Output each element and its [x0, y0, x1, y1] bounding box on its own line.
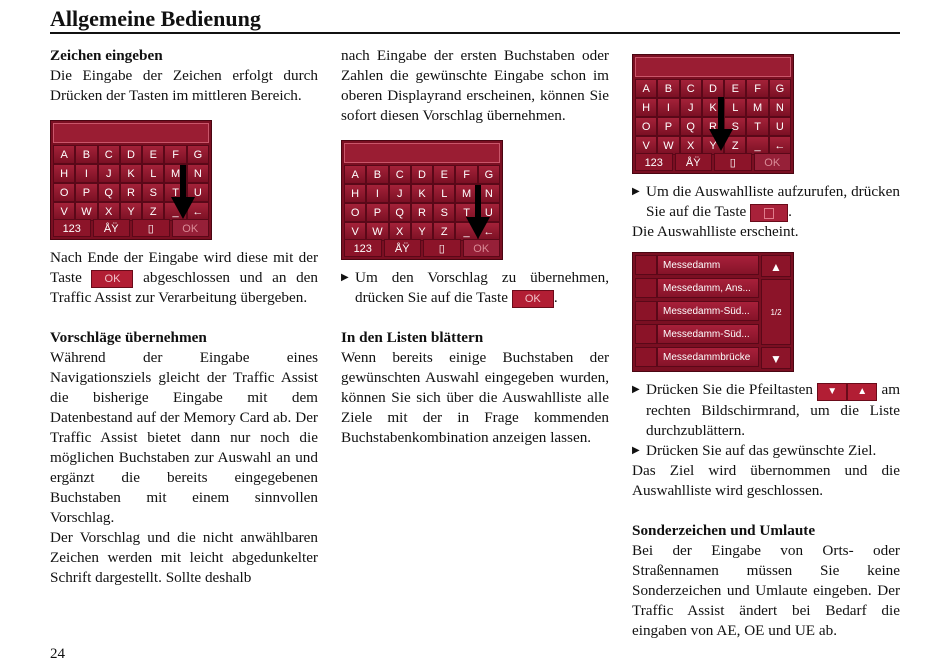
- key-13: N: [769, 98, 791, 117]
- key-19: T: [455, 203, 477, 222]
- input-display: [635, 57, 791, 77]
- key-25: Z: [142, 202, 164, 221]
- umlaut-key: ÅŸ: [384, 239, 422, 257]
- key-12: M: [746, 98, 768, 117]
- list-item-label: Messedamm-Süd...: [657, 301, 759, 321]
- key-10: K: [702, 98, 724, 117]
- key-8: I: [366, 184, 388, 203]
- ok-key: OK: [754, 153, 792, 171]
- key-21: V: [635, 136, 657, 155]
- input-display: [344, 143, 500, 163]
- key-22: W: [366, 222, 388, 241]
- heading-sonderzeichen: Sonderzeichen und Umlaute: [632, 522, 816, 540]
- key-18: S: [142, 183, 164, 202]
- key-14: O: [53, 183, 75, 202]
- key-25: Z: [724, 136, 746, 155]
- ok-key: OK: [463, 239, 501, 257]
- key-6: G: [478, 165, 500, 184]
- key-18: S: [724, 117, 746, 136]
- key-0: A: [344, 165, 366, 184]
- key-15: P: [75, 183, 97, 202]
- function-keys: [53, 219, 209, 237]
- paragraph: Die Eingabe der Zeichen erfolgt durch Drücken der Tasten im mittleren Bereich.: [50, 67, 318, 104]
- arrow-shaft: [718, 97, 724, 133]
- key-23: X: [389, 222, 411, 241]
- key-2: C: [98, 145, 120, 164]
- num-key: 123: [635, 153, 673, 171]
- key-6: G: [187, 145, 209, 164]
- paragraph: nach Eingabe der ersten Buchstaben oder Zahlen die gewünschte Eingabe schon im oberen Displayrand erscheinen, können Sie sofort diesen Vorschlag übernehmen.: [341, 47, 609, 124]
- bullet: ▶ Drücken Sie auf das gewünschte Ziel.: [632, 441, 900, 461]
- keyboard-screenshot-1: [50, 120, 212, 240]
- key-3: D: [120, 145, 142, 164]
- key-7: H: [635, 98, 657, 117]
- key-25: Z: [433, 222, 455, 241]
- key-19: T: [164, 183, 186, 202]
- key-9: J: [389, 184, 411, 203]
- list-key-icon: [750, 204, 788, 222]
- page-number: 24: [50, 646, 65, 662]
- key-21: V: [344, 222, 366, 241]
- page-indicator: 1/2: [761, 279, 791, 345]
- key-20: U: [478, 203, 500, 222]
- bullet: ▶ Drücken Sie die Pfeiltasten ▼ ▲ am rechten Bildschirmrand, um die Liste durchzublättern.: [632, 380, 900, 441]
- row-marker: [635, 255, 657, 275]
- arrow-shaft: [180, 165, 186, 201]
- key-10: K: [411, 184, 433, 203]
- key-9: J: [98, 164, 120, 183]
- row-marker: [635, 347, 657, 367]
- arrow-shaft: [475, 185, 481, 221]
- key-11: L: [142, 164, 164, 183]
- key-4: E: [433, 165, 455, 184]
- key-27: ←: [187, 202, 209, 221]
- heading-vorschlaege: Vorschläge übernehmen: [50, 329, 207, 346]
- column-1: [50, 46, 318, 588]
- key-17: R: [411, 203, 433, 222]
- bullet: ▶ Um den Vorschlag zu übernehmen, drücken Sie auf die Taste OK .: [341, 268, 609, 308]
- key-26: _: [746, 136, 768, 155]
- key-7: H: [53, 164, 75, 183]
- key-23: X: [680, 136, 702, 155]
- key-13: N: [187, 164, 209, 183]
- key-19: T: [746, 117, 768, 136]
- key-12: M: [164, 164, 186, 183]
- list-key: ▯: [423, 239, 461, 257]
- key-4: E: [142, 145, 164, 164]
- key-6: G: [769, 79, 791, 98]
- key-16: Q: [680, 117, 702, 136]
- key-27: ←: [769, 136, 791, 155]
- umlaut-key: ÅŸ: [675, 153, 713, 171]
- function-keys: [344, 239, 500, 257]
- page-header: [50, 6, 900, 34]
- page-title: Allgemeine Bedienung: [50, 6, 261, 31]
- ok-key-icon: OK: [512, 290, 554, 308]
- key-14: O: [635, 117, 657, 136]
- arrow-head: [709, 129, 733, 151]
- selection-list-screenshot: [632, 252, 794, 372]
- arrow-head: [171, 197, 195, 219]
- column-2: [341, 46, 609, 448]
- key-8: I: [75, 164, 97, 183]
- key-24: Y: [120, 202, 142, 221]
- key-9: J: [680, 98, 702, 117]
- paragraph: Bei der Eingabe von Orts- oder Straßennamen müssen Sie keine Sonderzeichen und Umlaute eingeben. Der Traffic Assist ändert bei Bedarf die eingaben von AE, OE und UE ab.: [632, 542, 900, 640]
- keyboard-screenshot-3: [632, 54, 794, 174]
- key-24: Y: [411, 222, 433, 241]
- key-20: U: [187, 183, 209, 202]
- key-5: F: [455, 165, 477, 184]
- column-3: [632, 54, 900, 641]
- key-16: Q: [389, 203, 411, 222]
- scroll-down-icon: ▼: [761, 347, 791, 369]
- paragraph: Wenn bereits einige Buchstaben der gewünschten Auswahl eingegeben wurden, können Sie sich über die Auswahlliste alle Ziele mit der in Frage kommenden Buchstabenkombination anzeigen lassen.: [341, 349, 609, 446]
- row-marker: [635, 278, 657, 298]
- key-15: P: [657, 117, 679, 136]
- key-1: B: [75, 145, 97, 164]
- heading-zeichen-eingeben: Zeichen eingeben: [50, 47, 163, 64]
- key-20: U: [769, 117, 791, 136]
- key-13: N: [478, 184, 500, 203]
- keyboard-screenshot-2: [341, 140, 503, 260]
- heading-listen-blaettern: In den Listen blättern: [341, 329, 484, 346]
- key-4: E: [724, 79, 746, 98]
- row-marker: [635, 301, 657, 321]
- key-17: R: [120, 183, 142, 202]
- function-keys: [635, 153, 791, 171]
- key-12: M: [455, 184, 477, 203]
- key-16: Q: [98, 183, 120, 202]
- key-5: F: [746, 79, 768, 98]
- key-23: X: [98, 202, 120, 221]
- list-key: ▯: [132, 219, 170, 237]
- list-item-label: Messedamm: [657, 255, 759, 275]
- list-row: [635, 301, 759, 321]
- key-8: I: [657, 98, 679, 117]
- key-0: A: [635, 79, 657, 98]
- key-11: L: [433, 184, 455, 203]
- key-0: A: [53, 145, 75, 164]
- umlaut-key: ÅŸ: [93, 219, 131, 237]
- key-1: B: [366, 165, 388, 184]
- key-3: D: [411, 165, 433, 184]
- bullet: ▶ Um die Auswahlliste aufzurufen, drücken Sie auf die Taste .: [632, 182, 900, 222]
- list-key: ▯: [714, 153, 752, 171]
- key-17: R: [702, 117, 724, 136]
- list-item-label: Messedammbrücke: [657, 347, 759, 367]
- ok-key: OK: [172, 219, 210, 237]
- input-display: [53, 123, 209, 143]
- key-5: F: [164, 145, 186, 164]
- list-row: [635, 278, 759, 298]
- key-11: L: [724, 98, 746, 117]
- list-item-label: Messedamm-Süd...: [657, 324, 759, 344]
- key-10: K: [120, 164, 142, 183]
- key-24: Y: [702, 136, 724, 155]
- key-18: S: [433, 203, 455, 222]
- key-26: _: [455, 222, 477, 241]
- scroll-up-icon: ▲: [761, 255, 791, 277]
- key-26: _: [164, 202, 186, 221]
- key-3: D: [702, 79, 724, 98]
- key-27: ←: [478, 222, 500, 241]
- paragraph: Nach Ende der Eingabe wird diese mit der Taste OK abgeschlossen und an den Traffic Assist zur Verarbeitung übergeben.: [50, 249, 319, 306]
- paragraph: Das Ziel wird übernommen und die Auswahlliste wird geschlossen.: [632, 462, 900, 500]
- key-22: W: [657, 136, 679, 155]
- paragraph: Während der Eingabe eines Navigationsziels gleicht der Traffic Assist die bisherige Eingabe mit dem Datenbestand auf der Memory Card ab. Der Traffic Assist bietet dann nur noch die möglichen Buchstaben zur Auswahl an und ergänzt die bereits eingegebenen Buchstaben mit einem sinnvollen Vorschlag.: [50, 349, 318, 526]
- key-15: P: [366, 203, 388, 222]
- key-2: C: [680, 79, 702, 98]
- key-21: V: [53, 202, 75, 221]
- num-key: 123: [344, 239, 382, 257]
- list-item-label: Messedamm, Ans...: [657, 278, 759, 298]
- list-row: [635, 324, 759, 344]
- key-7: H: [344, 184, 366, 203]
- arrow-head: [466, 217, 490, 239]
- ok-key-icon: OK: [91, 270, 133, 288]
- key-22: W: [75, 202, 97, 221]
- list-row: [635, 347, 759, 367]
- key-1: B: [657, 79, 679, 98]
- num-key: 123: [53, 219, 91, 237]
- paragraph: Die Auswahlliste erscheint.: [632, 223, 799, 240]
- key-14: O: [344, 203, 366, 222]
- paragraph: Der Vorschlag und die nicht anwählbaren Zeichen werden mit leicht abgedunkelter Schrift dargestellt. Sollte deshalb: [50, 529, 318, 586]
- arrow-keys-icon: ▼ ▲: [817, 380, 877, 401]
- row-marker: [635, 324, 657, 344]
- list-row: [635, 255, 759, 275]
- key-2: C: [389, 165, 411, 184]
